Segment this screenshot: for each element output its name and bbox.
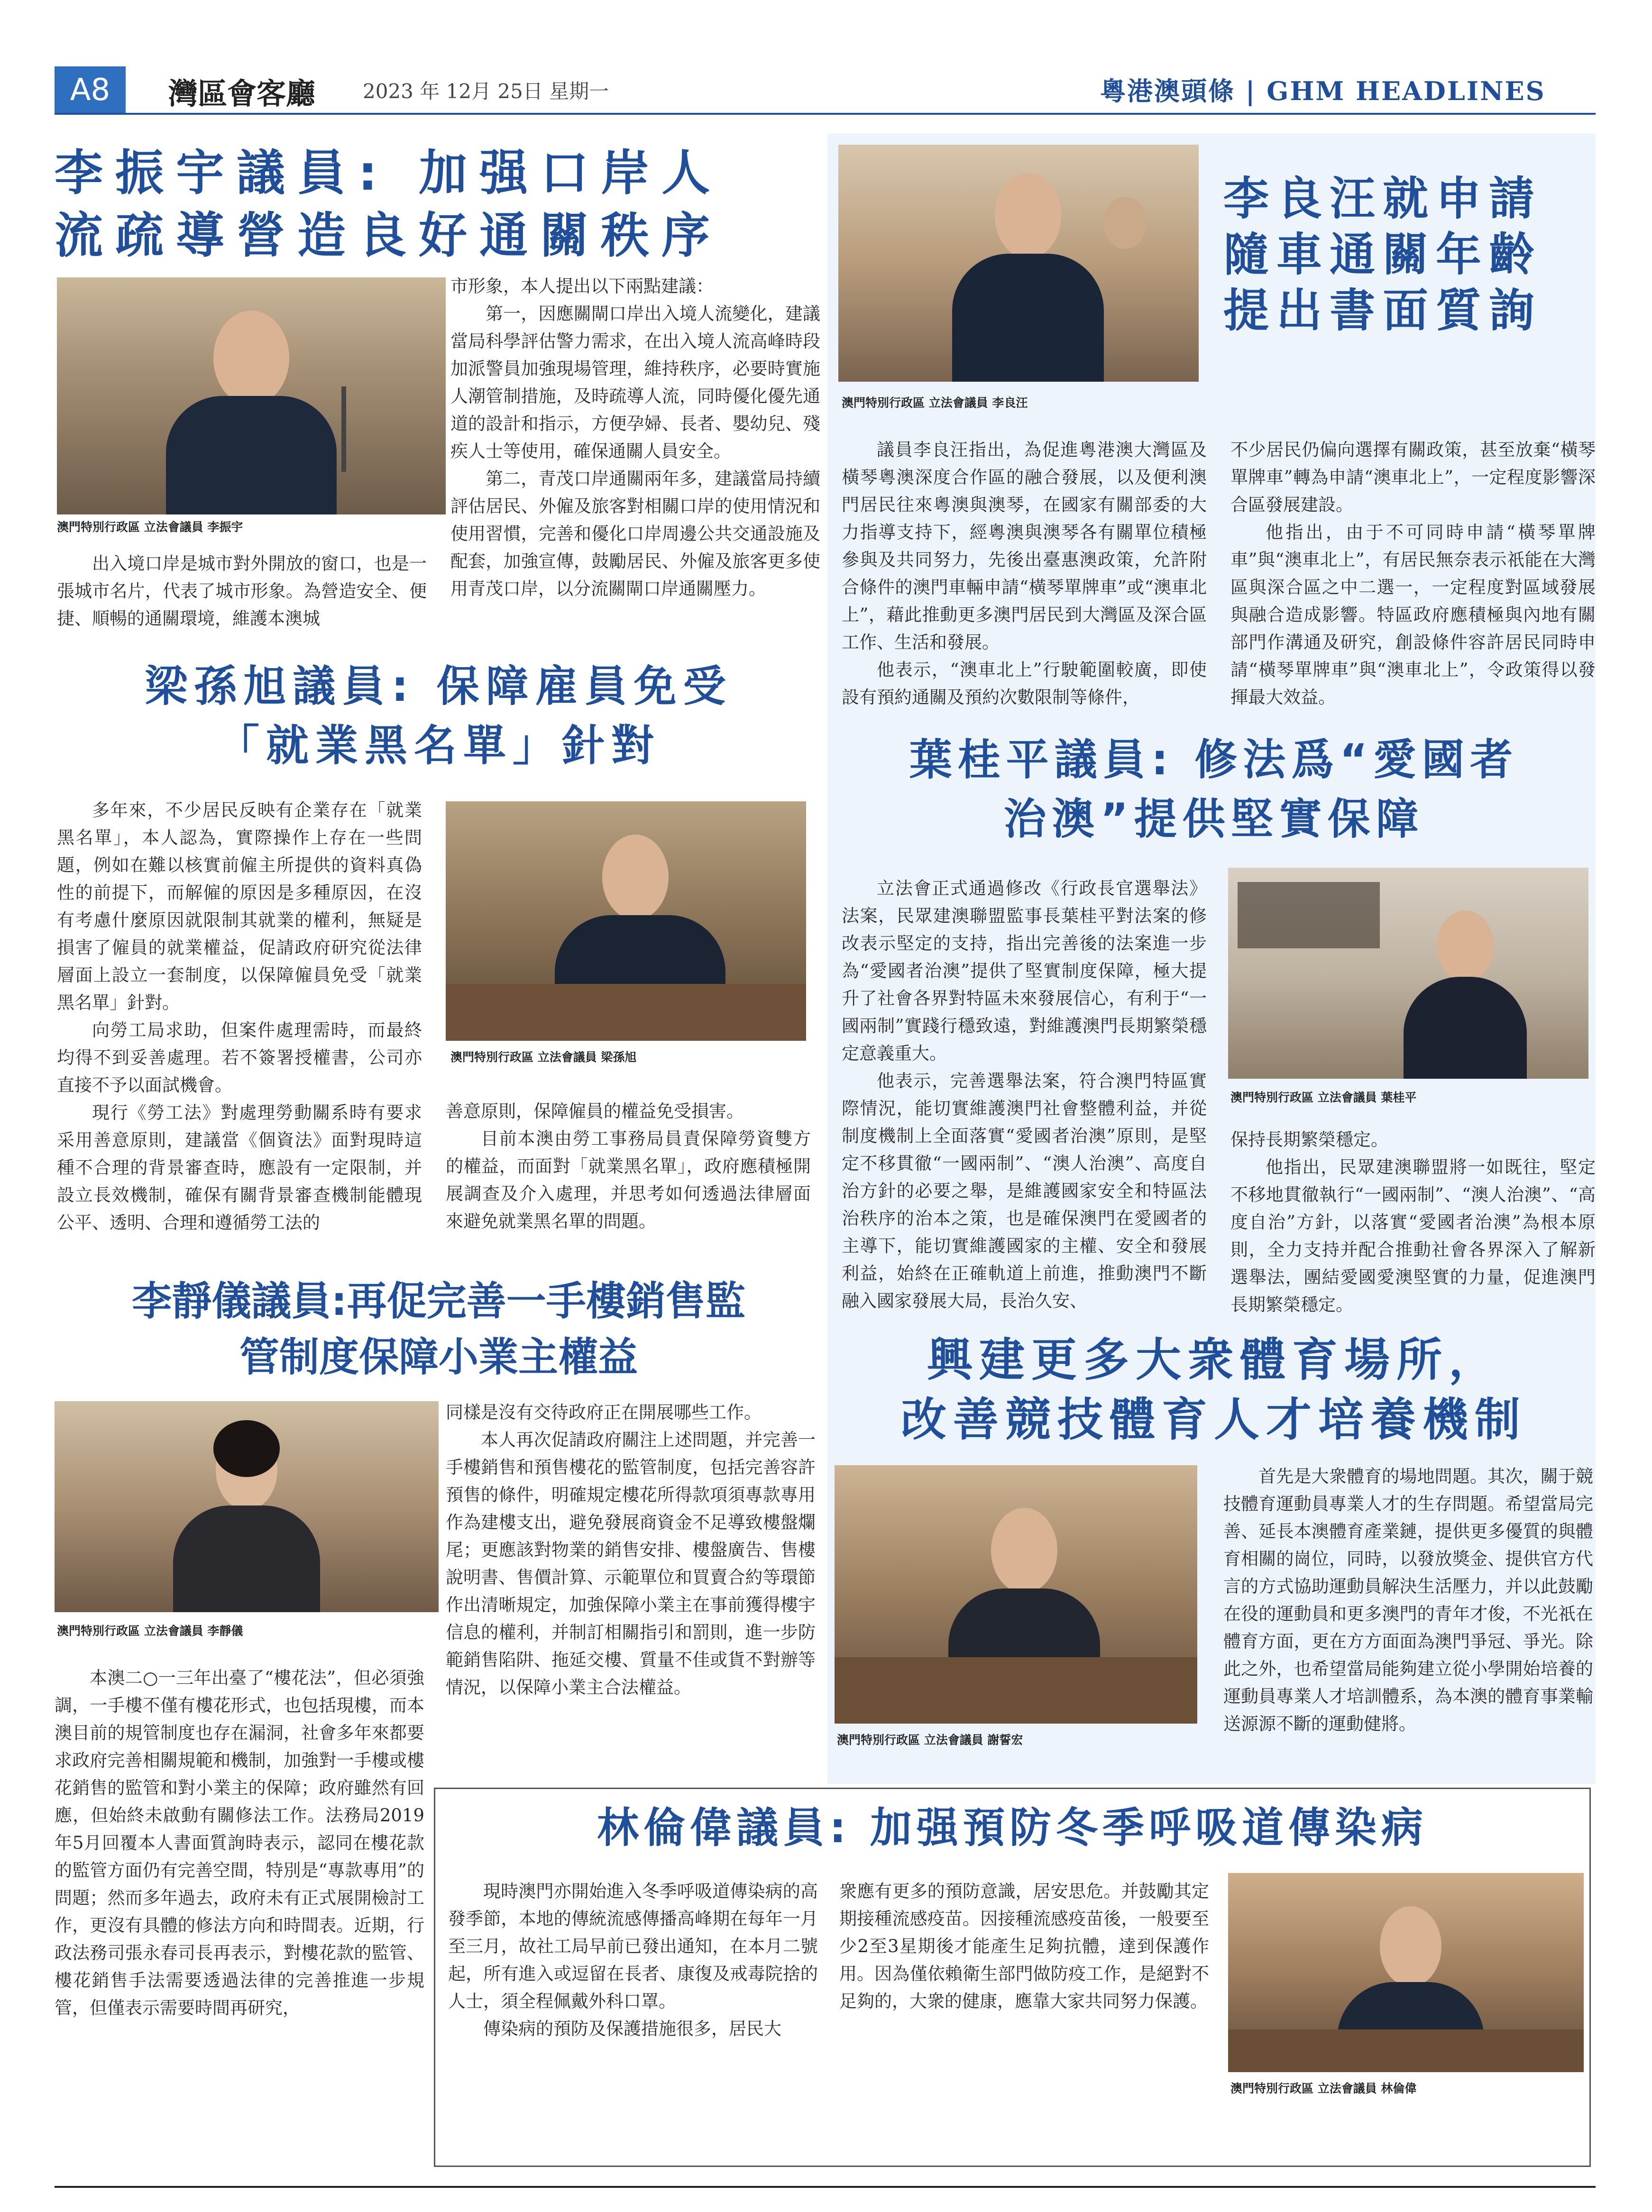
article-title-liang-sunxu: 梁孫旭議員: 保障雇員免受 「就業黑名單」針對 [145, 661, 733, 771]
article-body-col2: 同樣是沒有交待政府正在開展哪些工作。 本人再次促請政府關注上述問題，并完善一手樓銷售和預售樓花的監管制度，包括完善容許預售的條件，明確規定樓花所得款項須專款專用作為建樓支出，避免發展商資金不足導致樓盤爛尾；更應該對物業的銷售安排、樓盤廣告、售樓說明書、售價計算、示範單位和買賣合約等環節作出清晰規定，加強保障小業主在事前獲得樓宇信息的權利，并制訂相關指引和罰則，進一步防範銷售陷阱、拖延交樓、質量不佳或貨不對辦等情況，以保障小業主合法權益。 [446, 1402, 816, 1698]
calligraphy-board [1238, 882, 1380, 948]
article-body-col1: 出入境口岸是城市對外開放的窗口，也是一張城市名片，代表了城市形象。為營造安全、便捷、順暢的通關環境，維護本澳城 [57, 553, 427, 629]
footer-rule [55, 2186, 1596, 2188]
article-body-col1: 立法會正式通過修改《行政長官選舉法》法案，民眾建澳聯盟監事長葉桂平對法案的修改表示堅定的支持，指出完善後的法案進一步為“愛國者治澳”提供了堅實制度保障，極大提升了社會各界對特區未來發展信心，有利于“一國兩制”實踐行穩致遠，對維護澳門長期繁榮穩定意義重大。 他表示，完善選舉法案，符合澳門特區實際情況，能切實維護澳門社會整體利益，并從制度機制上全面落實“愛國者治澳”原則，是堅定不移貫徹“一國兩制”、“澳人治澳”、高度自治方針的必要之舉，是維護國家安全和特區法治秩序的治本之策，也是確保澳門在愛國者的主導下，能切實維護國家的主權、安全和發展利益，始終在正確軌道上前進，推動澳門不斷融入國家發展大局，長治久安、 [842, 878, 1207, 1311]
page-number: A8 [70, 73, 110, 108]
photo-caption: 澳門特別行政區 立法會議員 謝誓宏 [837, 1733, 1023, 1747]
photo-liang-sunxu [446, 801, 806, 1041]
article-body-col2: 衆應有更多的預防意識，居安思危。并鼓勵其定期接種流感疫苗。因接種流感疫苗後，一般要至少2至3星期後才能產生足夠抗體，達到保護作用。因為僅依賴衛生部門做防疫工作，是絕對不足夠的，大衆的健康，應靠大家共同努力保護。 [839, 1881, 1209, 2011]
photo-caption: 澳門特別行政區 立法會議員 李振宇 [57, 520, 243, 534]
article-body-col2: 保持長期繁榮穩定。 他指出，民眾建澳聯盟將一如既往，堅定不移地貫徹執行“一國兩制”、“澳人治澳”、“高度自治”方針，以落實“愛國者治澳”為根本原則，全力支持并配合推動社會各界深入了解新選舉法，團結愛國愛澳堅實的力量，促進澳門長期繁榮穩定。 [1230, 1129, 1596, 1315]
article-title-lin-lunwei: 林倫偉議員: 加强預防冬季呼吸道傳染病 [597, 1803, 1428, 1852]
article-title-ye-guiping: 葉桂平議員: 修法爲“愛國者 治澳”提供堅實保障 [909, 735, 1519, 844]
article-title-li-jingyi: 李靜儀議員:再促完善一手樓銷售監 管制度保障小業主權益 [132, 1278, 745, 1380]
article-body-col1: 議員李良汪指出，為促進粵港澳大灣區及橫琴粵澳深度合作區的融合發展，以及便利澳門居民往來粵澳與澳琴，在國家有關部委的大力指導支持下，經粵澳與澳琴各有關單位積極參與及共同努力，先後出臺惠澳政策，允許附合條件的澳門車輛申請“橫琴單牌車”或“澳車北上”，藉此推動更多澳門居民到大灣區及深合區工作、生活和發展。 他表示，“澳車北上”行駛範圍較廣，即使設有預約通關及預約次數限制等條件， [842, 440, 1207, 707]
photo-xie-shihong [835, 1465, 1197, 1724]
section-name: 灣區會客廳 [168, 76, 316, 111]
photo-caption: 澳門特別行政區 立法會議員 葉桂平 [1230, 1091, 1417, 1104]
article-title-li-liangwang: 李良汪就申請 隨車通關年齡 提出書面質詢 [1223, 172, 1542, 337]
photo-caption: 澳門特別行政區 立法會議員 梁孫旭 [450, 1050, 637, 1064]
photo-li-liangwang [838, 145, 1199, 382]
article-body-col2: 善意原則，保障僱員的權益免受損害。 目前本澳由勞工事務局員責保障勞資雙方的權益，而面對「就業黑名單」，政府應積極開展調查及介入處理，并思考如何透過法律層面來避免就業黑名單的問題。 [446, 1101, 811, 1231]
photo-li-zhenyu [57, 277, 446, 514]
photo-li-jingyi [55, 1401, 439, 1612]
issue-date: 2023 年 12月 25日 星期一 [363, 80, 609, 103]
article-body-col1: 現時澳門亦開始進入冬季呼吸道傳染病的高發季節，本地的傳統流感傳播高峰期在每年一月至三月，故社工局早前已發出通知，在本月二號起，所有進入或逗留在長者、康復及戒毒院捨的人士，須全程佩戴外科口罩。 傳染病的預防及保護措施很多，居民大 [448, 1881, 818, 2039]
page-number-badge [55, 66, 126, 114]
article-title-li-zhenyu: 李振宇議員: 加强口岸人 流疏導營造良好通關秩序 [55, 145, 723, 264]
header-rule [55, 113, 1596, 115]
photo-caption: 澳門特別行政區 立法會議員 林倫偉 [1230, 2082, 1417, 2095]
photo-lin-lunwei [1228, 1873, 1584, 2072]
article-body-col2: 不少居民仍偏向選擇有關政策，甚至放棄“橫琴單牌車”轉為申請“澳車北上”，一定程度影響深合區發展建設。 他指出，由于不可同時申請“橫琴單牌車”與“澳車北上”，有居民無奈表示祇能在大灣區與深合區之中二選一，一定程度對區域發展與融合造成影響。特區政府應積極與內地有關部門作溝通及研究，創設條件容許居民同時申請“橫琴單牌車”與“澳車北上”，令政策得以發揮最大效益。 [1230, 440, 1596, 707]
photo-caption: 澳門特別行政區 立法會議員 李靜儀 [57, 1624, 243, 1638]
article-body-col1: 多年來，不少居民反映有企業存在「就業黑名單」，本人認為，實際操作上存在一些問題，例如在難以核實前僱主所提供的資料真偽性的前提下，而解僱的原因是多種原因，在沒有考慮什麼原因就限制其就業的權利，無疑是損害了僱員的就業權益，促請政府研究從法律層面上設立一套制度，以保障僱員免受「就業黑名單」針對。 向勞工局求助，但案件處理需時，而最終均得不到妥善處理。若不簽署授權書，公司亦直接不予以面試機會。 現行《勞工法》對處理勞動關系時有要求采用善意原則，建議當《個資法》面對現時這種不合理的背景審查時，應設有一定限制，并設立長效機制，確保有關背景審查機制能體現公平、透明、合理和遵循勞工法的 [57, 800, 422, 1233]
article-body-col1: 首先是大衆體育的場地問題。其次，關于競技體育運動員專業人才的生存問題。希望當局完善、延長本澳體育產業鏈，提供更多優質的與體育相關的崗位，同時，以發放獎金、提供官方代言的方式協助運動員解決生活壓力，并以此鼓勵在役的運動員和更多澳門的青年才俊，不光祇在體育方面，更在方方面面為澳門爭冠、爭光。除此之外，也希望當局能夠建立從小學開始培養的運動員專業人才培訓體系，為本澳的體育事業輸送源源不斷的運動健將。 [1223, 1466, 1593, 1734]
photo-caption: 澳門特別行政區 立法會議員 李良汪 [842, 396, 1028, 410]
masthead-brand: 粵港澳頭條 | GHM HEADLINES [1100, 76, 1546, 106]
article-body-col2: 市形象，本人提出以下兩點建議： 第一，因應關閘口岸出入境人流變化，建議當局科學評估警力需求，在出入境人流高峰時段加派警員加強現場管理，維持秩序，必要時實施人潮管制措施，及時疏導人流，同時優化優先通道的設計和指示，方便孕婦、長者、嬰幼兒、殘疾人士等使用，確保通關人員安全。 第二，青茂口岸通關兩年多，建議當局持續評估居民、外僱及旅客對相關口岸的使用情況和使用習慣，完善和優化口岸周邊公共交通設施及配套，加強宣傳，鼓勵居民、外僱及旅客更多使用青茂口岸，以分流關閘口岸通關壓力。 [450, 276, 820, 599]
photo-ye-guiping [1228, 868, 1588, 1079]
article-title-xie-shihong: 興建更多大衆體育場所， 改善競技體育人才培養機制 [901, 1333, 1527, 1446]
article-body-col1: 本澳二○一三年出臺了“樓花法”，但必須強調，一手樓不僅有樓花形式，也包括現樓，而本澳目前的規管制度也存在漏洞，社會多年來都要求政府完善相關規範和機制，加強對一手樓或樓花銷售的監管和對小業主的保障；政府雖然有回應，但始終未啟動有關修法工作。法務局2019年5月回覆本人書面質詢時表示，認同在樓花款的監管方面仍有完善空間，特別是“專款專用”的問題；然而多年過去，政府未有正式展開檢討工作，更沒有具體的修法方向和時間表。近期，行政法務司張永春司長再表示，對樓花款的監管、樓花銷售手法需要透過法律的完善推進一步規管，但僅表示需要時間再研究， [55, 1668, 424, 2018]
